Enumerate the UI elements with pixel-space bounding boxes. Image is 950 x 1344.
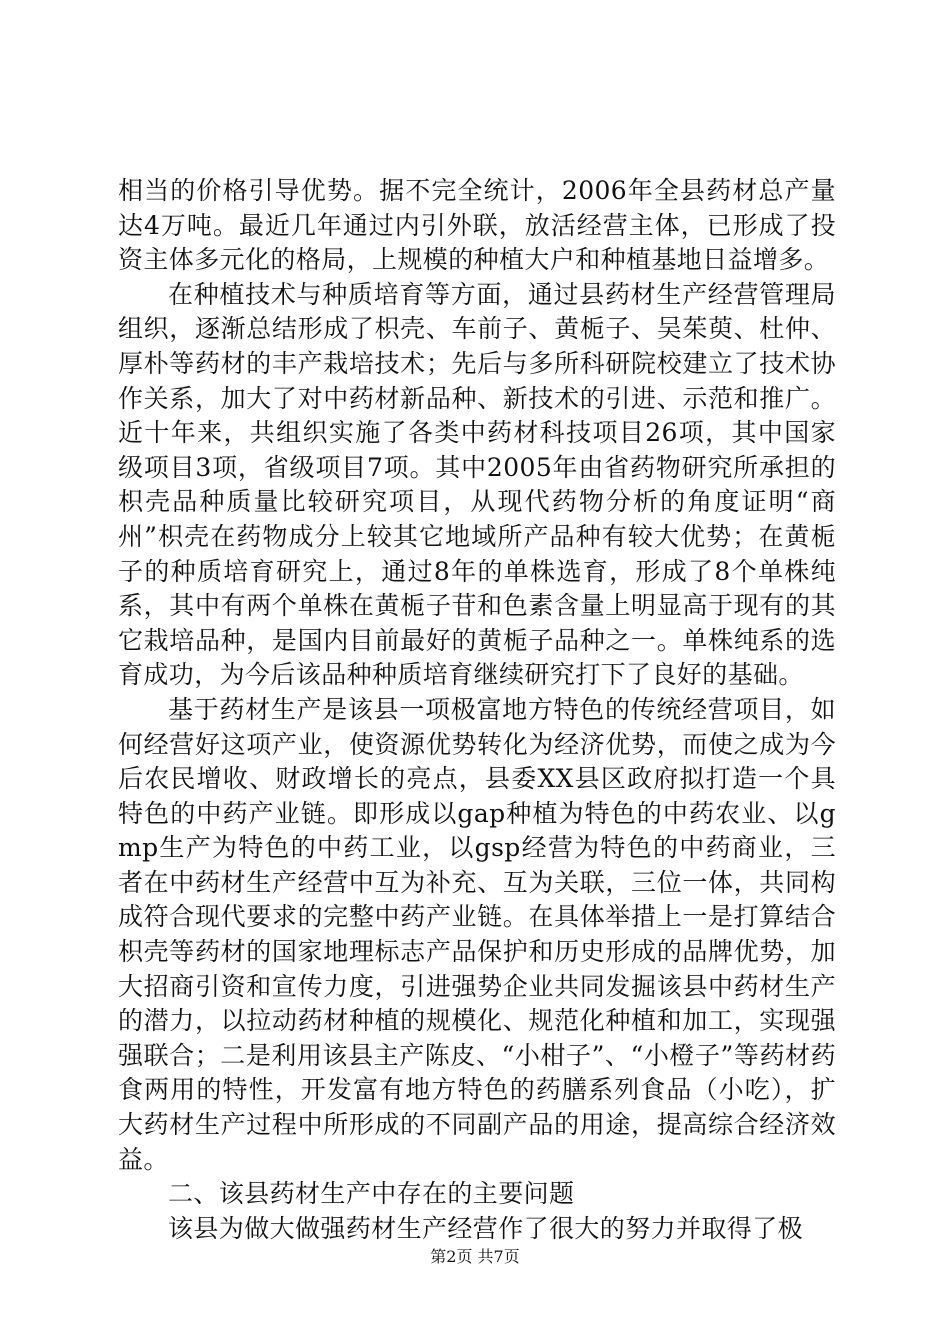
section-heading: 二、该县药材生产中存在的主要问题 — [168, 1179, 575, 1209]
paragraph-3: 基于药材生产是该县一项极富地方特色的传统经营项目，如何经营好这项产业，使资源优势转化为经济优势，而使之成为今后农民增收、财政增长的亮点，县委XX县区政府拟打造一个具特色的中药产业链。即形成以gap种植为特色的中药农业、以gmp生产为特色的中药工业，以gsp经营为特色的中药商业，三者在中药材生产经营中互为补充、互为关联，三位一体，共同构成符合现代要求的完整中药产业链。在具体举措上一是打算结合枳壳等药材的国家地理标志产品保护和历史形成的品牌优势，加大招商引资和宣传力度，引进强势企业共同发掘该县中药材生产的潜力，以拉动药材种植的规模化、规范化种植和加工，实现强强联合；二是利用该县主产陈皮、“小柑子”、“小橙子”等药材药食两用的特性，开发富有地方特色的药膳系列食品（小吃），扩大药材生产过程中所形成的不同副产品的用途，提高综合经济效益。 — [118, 694, 836, 1174]
paragraph-2: 在种植技术与种质培育等方面，通过县药材生产经营管理局组织，逐渐总结形成了枳壳、车前子、黄栀子、吴茱萸、杜仲、厚朴等药材的丰产栽培技术；先后与多所科研院校建立了技术协作关系，加大了对中药材新品种、新技术的引进、示范和推广。近十年来，共组织实施了各类中药材科技项目26项，其中国家级项目3项，省级项目7项。其中2005年由省药物研究所承担的枳壳品种质量比较研究项目，从现代药物分析的角度证明“商州”枳壳在药物成分上较其它地域所产品种有较大优势；在黄栀子的种质培育研究上，通过8年的单株选育，形成了8个单株纯系，其中有两个单株在黄栀子苷和色素含量上明显高于现有的其它栽培品种，是国内目前最好的黄栀子品种之一。单株纯系的选育成功，为今后该品种种质培育继续研究打下了良好的基础。 — [118, 279, 836, 690]
body-text — [118, 174, 836, 1246]
page-footer: 第2页 共7页 — [430, 1247, 520, 1266]
paragraph-1: 相当的价格引导优势。据不完全统计，2006年全县药材总产量达4万吨。最近几年通过内引外联，放活经营主体，已形成了投资主体多元化的格局，上规模的种植大户和种植基地日益增多。 — [118, 176, 836, 275]
paragraph-4: 该县为做大做强药材生产经营作了很大的努力并取得了极 — [168, 1213, 804, 1243]
